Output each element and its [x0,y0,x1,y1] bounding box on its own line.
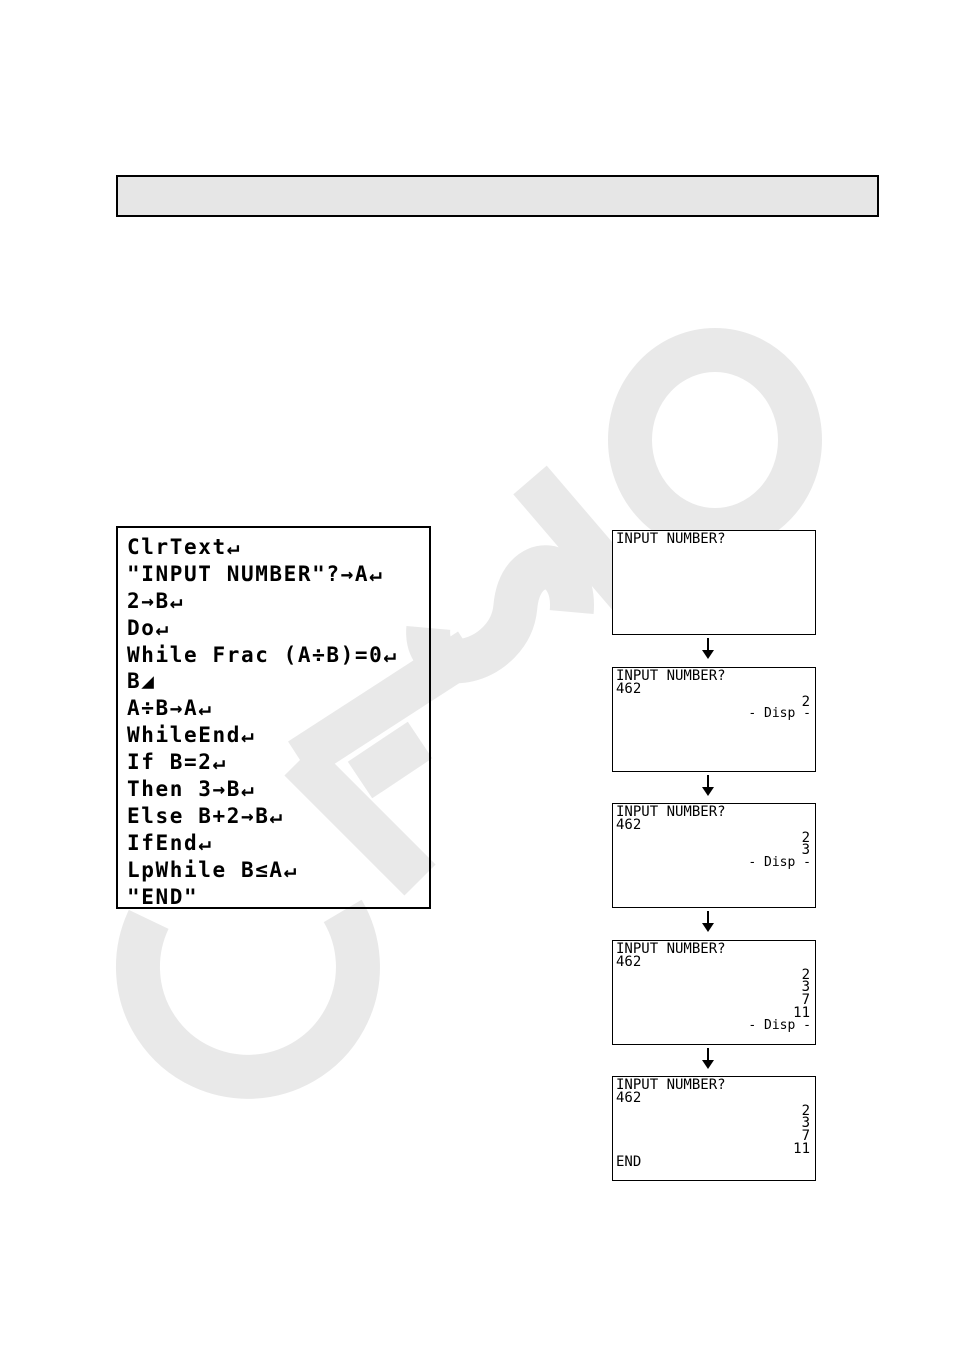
screen-prompt: INPUT NUMBER? [616,1077,726,1093]
section-header-bar [116,175,879,217]
calculator-screen-3 [612,803,816,908]
calculator-screen-2 [612,667,816,772]
screen-result-value: 3 [801,842,810,859]
down-arrow-icon [700,775,716,797]
program-line: LpWhile B≤A↵ [127,857,298,882]
down-arrow-icon [700,911,716,933]
calculator-screen-5 [612,1076,816,1181]
screen-prompt: INPUT NUMBER? [616,531,726,547]
program-line: B◢ [127,669,156,694]
watermark-letter-o [630,350,800,530]
calculator-screen-1 [612,530,816,635]
program-line: IfEnd↵ [127,830,213,855]
calculator-screen-4 [612,940,816,1045]
screen-input-value: 462 [616,953,642,970]
program-line: Then 3→B↵ [127,777,256,802]
screen-prompt: INPUT NUMBER? [616,941,726,957]
screen-result-value: 2 [801,693,810,710]
program-line: ClrText↵ [127,535,241,559]
program-line: WhileEnd↵ [127,723,256,748]
screen-result-value: 11 [793,1005,810,1021]
watermark-letter-s [420,540,584,696]
screen-end-text: END [616,1153,642,1170]
screen-prompt: INPUT NUMBER? [616,668,726,684]
screen-result-value: 2 [801,966,810,983]
program-line: "END" [127,884,199,909]
program-lines [127,534,398,910]
screen-disp-indicator: - Disp - [748,855,811,871]
program-line: A÷B→A↵ [127,696,213,721]
screen-result-value: 7 [801,992,810,1009]
screen-input-value: 462 [616,816,642,833]
screen-result-value: 2 [801,1102,810,1119]
screen-result-value: 3 [801,1115,810,1132]
screen-result-value: 7 [801,1128,810,1145]
program-line: Do↵ [127,615,170,640]
screen-input-value: 462 [616,1089,642,1106]
screen-result-value: 11 [793,1141,810,1157]
screen-input-value: 462 [616,680,642,697]
program-listing [116,526,431,909]
program-line: "INPUT NUMBER"?→A↵ [127,561,384,586]
screen-prompt: INPUT NUMBER? [616,804,726,820]
program-line: 2→B↵ [127,588,184,613]
screen-result-value: 2 [801,829,810,846]
screen-disp-indicator: - Disp - [748,1017,811,1033]
screen-result-value: 3 [801,979,810,996]
program-line: While Frac (A÷B)=0↵ [127,642,398,667]
program-line: Else B+2→B↵ [127,803,284,828]
down-arrow-icon [700,1048,716,1070]
screen-disp-indicator: - Disp - [748,706,811,722]
down-arrow-icon [700,638,716,660]
program-line: If B=2↵ [127,750,227,775]
